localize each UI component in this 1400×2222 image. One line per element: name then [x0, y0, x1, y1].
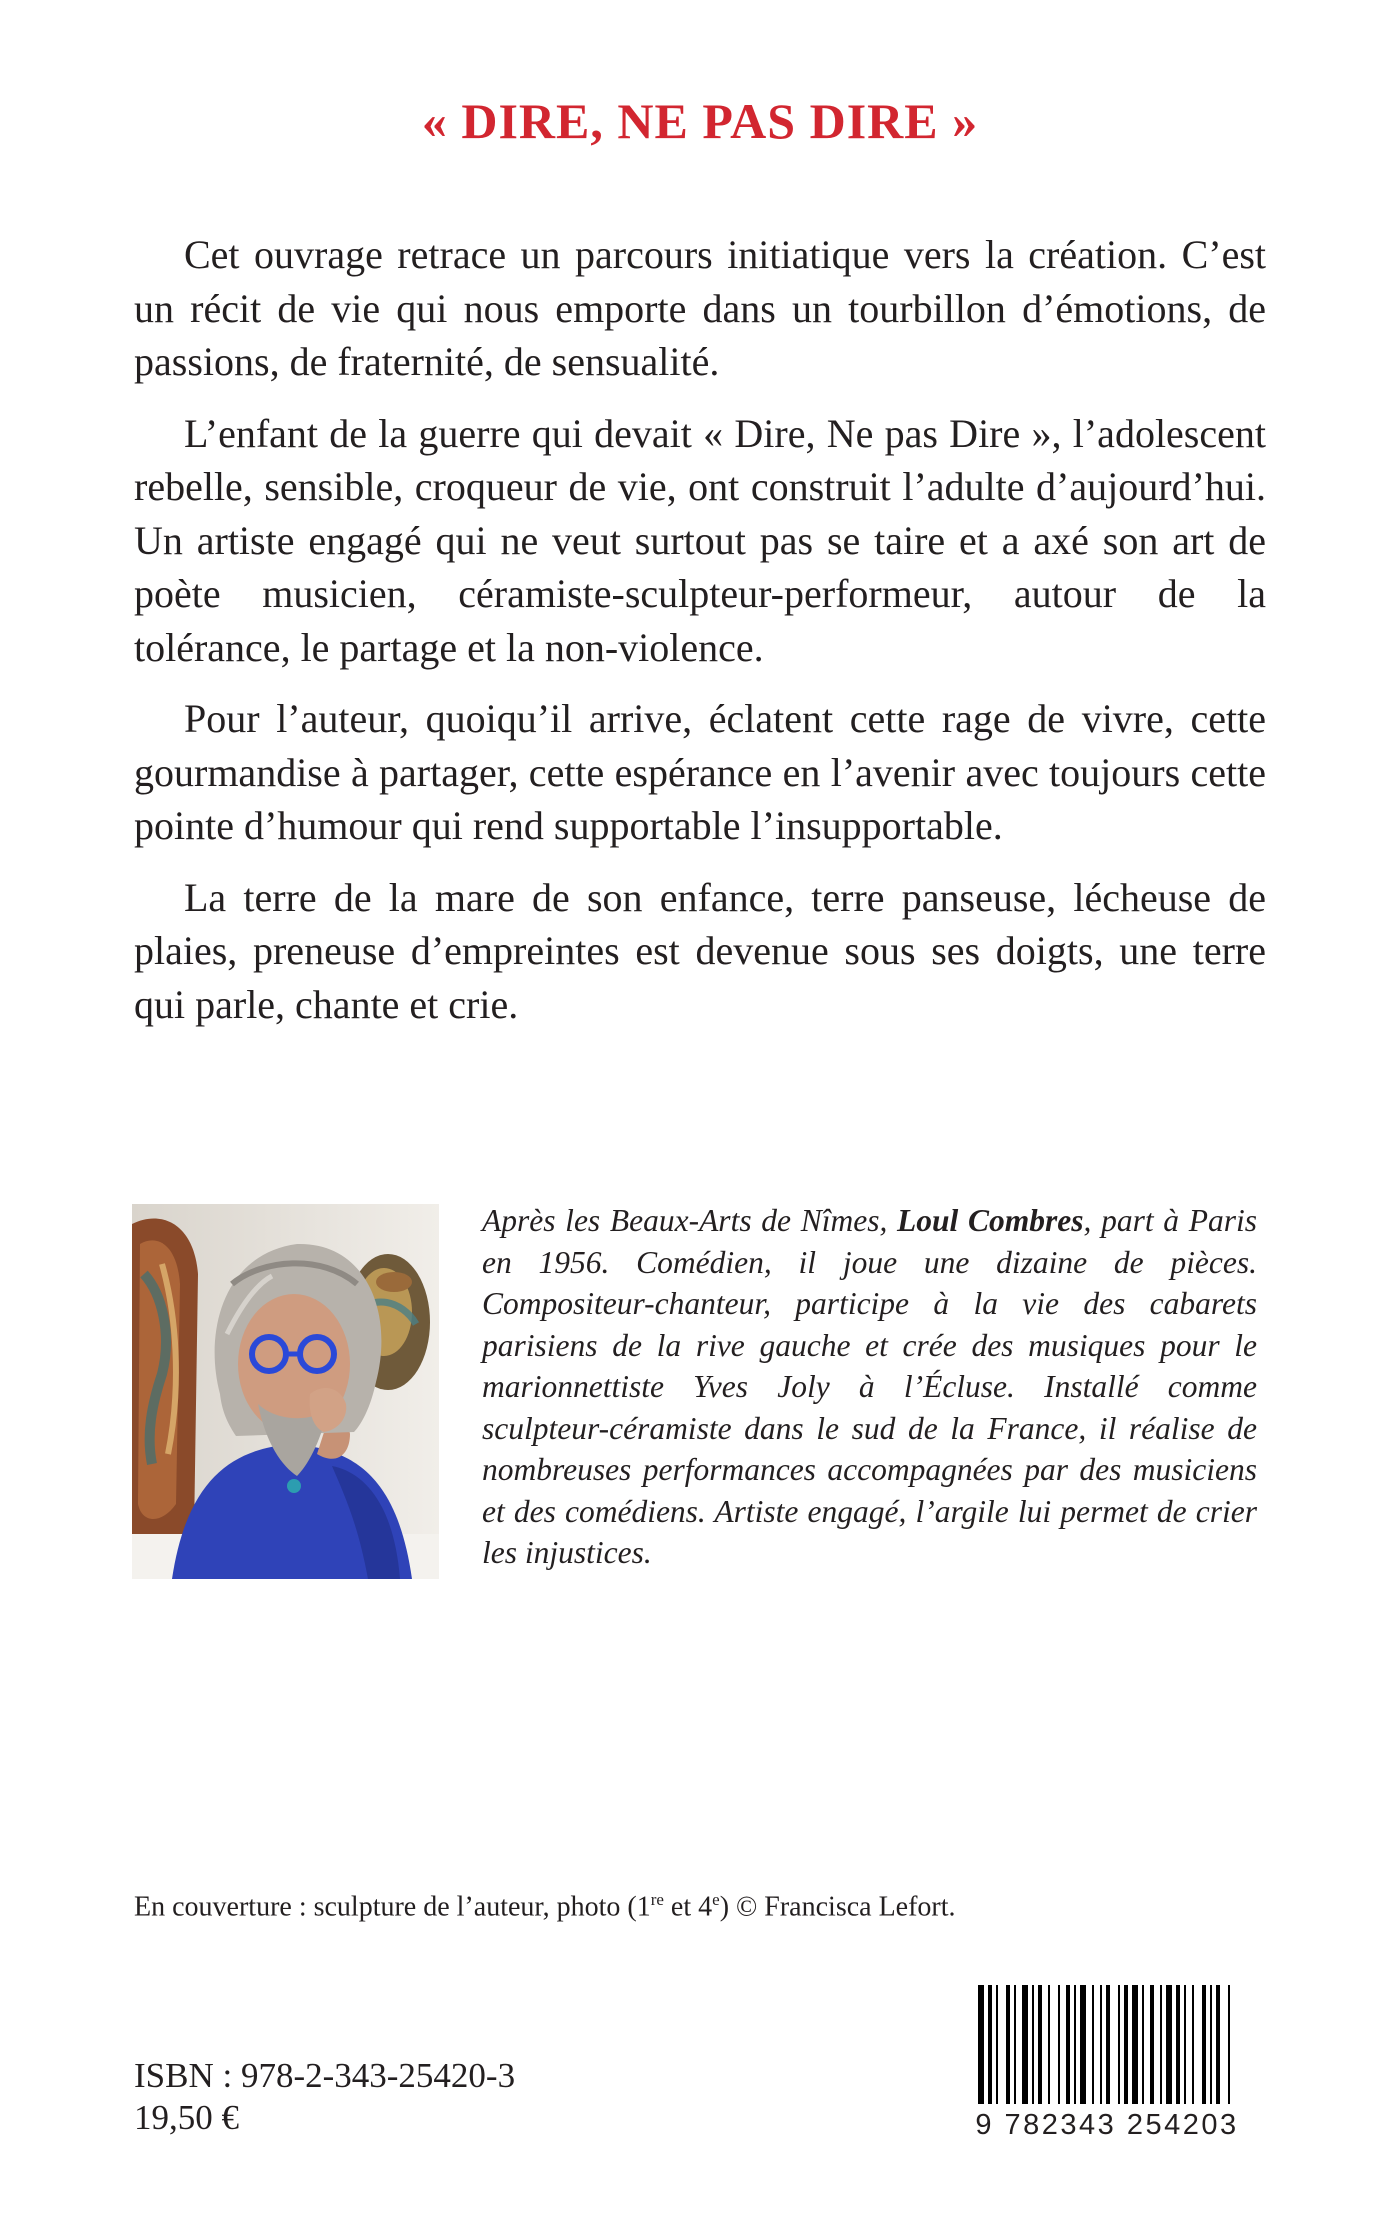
synopsis-paragraph: Cet ouvrage retrace un parcours initiatique vers la création. C’est un récit de vie qui nous emporte dans un tourbillon d’émotions, de passions, de fraternité, de sensualité. — [134, 232, 1266, 384]
barcode-bar — [978, 1985, 984, 2104]
barcode-bar — [1080, 1985, 1086, 2104]
cover-credit — [134, 1890, 956, 1923]
barcode-bar — [1032, 1985, 1034, 2104]
barcode-digits: 9 782343 254203 — [975, 2109, 1239, 2141]
barcode-bar — [1106, 1985, 1110, 2104]
barcode-bar — [1142, 1985, 1144, 2104]
barcode-bar — [1150, 1985, 1154, 2104]
barcode-bar — [1038, 1985, 1042, 2104]
barcode-bar — [1048, 1985, 1050, 2104]
barcode-bar — [1228, 1985, 1230, 2104]
author-photo — [132, 1204, 439, 1579]
author-bio-text: , part à Paris en 1956. Comédien, il joue une dizaine de pièces. Compositeur-chanteur, participe à la vie des cabarets parisiens de la rive gauche et crée des musiques pour le marionnettiste Yves Joly à l’Écluse. Installé comme sculpteur-céramiste dans le sud de la France, il réalise de nombreuses performances accompagnées par des musiciens et des comédiens. Artiste engagé, l’argile lui permet de crier les injustices. — [482, 1203, 1257, 1570]
barcode-bar — [1210, 1985, 1212, 2104]
barcode-bar — [1058, 1985, 1060, 2104]
synopsis-paragraph: Pour l’auteur, quoiqu’il arrive, éclatent cette rage de vivre, cette gourmandise à partager, cette espérance en l’avenir avec toujours cette pointe d’humour qui rend supportable l’insupportable. — [134, 696, 1266, 848]
isbn: ISBN : 978-2-343-25420-3 — [134, 2056, 516, 2095]
credit-text: En couverture : sculpture de l’auteur, photo (1 — [134, 1891, 651, 1923]
barcode-bar — [1132, 1985, 1138, 2104]
author-name: Loul Combres — [897, 1203, 1084, 1238]
barcode-bar — [1066, 1985, 1070, 2104]
barcode-bar — [1074, 1985, 1076, 2104]
book-title: « DIRE, NE PAS DIRE » — [421, 93, 979, 149]
barcode-bar — [1092, 1985, 1094, 2104]
barcode-bar — [1022, 1985, 1028, 2104]
barcode-bar — [1014, 1985, 1016, 2104]
synopsis — [134, 228, 1266, 1049]
barcode-bar — [1118, 1985, 1120, 2104]
synopsis-paragraph: L’enfant de la guerre qui devait « Dire, Ne pas Dire », l’adolescent rebelle, sensible, croqueur de vie, ont construit l’adulte d’aujourd’hui. Un artiste engagé qui ne veut surtout pas se taire et a axé son art de poète musicien, céramiste-sculpteur-performeur, autour de la tolérance, le partage et la non-violence. — [134, 410, 1266, 670]
barcode-bar — [996, 1985, 998, 2104]
barcode-bar — [988, 1985, 992, 2104]
barcode-bar — [1166, 1985, 1172, 2104]
barcode-bar — [1176, 1985, 1180, 2104]
author-bio — [482, 1200, 1257, 1574]
synopsis-paragraph: La terre de la mare de son enfance, terre panseuse, lécheuse de plaies, preneuse d’empreintes est devenue sous ses doigts, une terre qui parle, chante et crie. — [134, 874, 1266, 1027]
credit-text: et 4 — [663, 1891, 713, 1923]
barcode-bar — [1192, 1985, 1194, 2104]
barcode-bar — [1216, 1985, 1220, 2104]
barcode-bar — [1124, 1985, 1128, 2104]
barcode — [972, 1981, 1242, 2145]
barcode-bar — [1160, 1985, 1162, 2104]
barcode-bar — [1184, 1985, 1186, 2104]
price: 19,50 € — [134, 2098, 239, 2137]
credit-text: ) © Francisca Lefort. — [719, 1891, 956, 1923]
author-bio-intro: Après les Beaux-Arts de Nîmes, — [482, 1203, 898, 1238]
credit-superscript: e — [712, 1890, 720, 1909]
barcode-bar — [1006, 1985, 1010, 2104]
barcode-bar — [1202, 1985, 1206, 2104]
barcode-bar — [1100, 1985, 1102, 2104]
barcode-bars — [972, 1981, 1242, 2108]
credit-superscript: re — [650, 1890, 664, 1909]
